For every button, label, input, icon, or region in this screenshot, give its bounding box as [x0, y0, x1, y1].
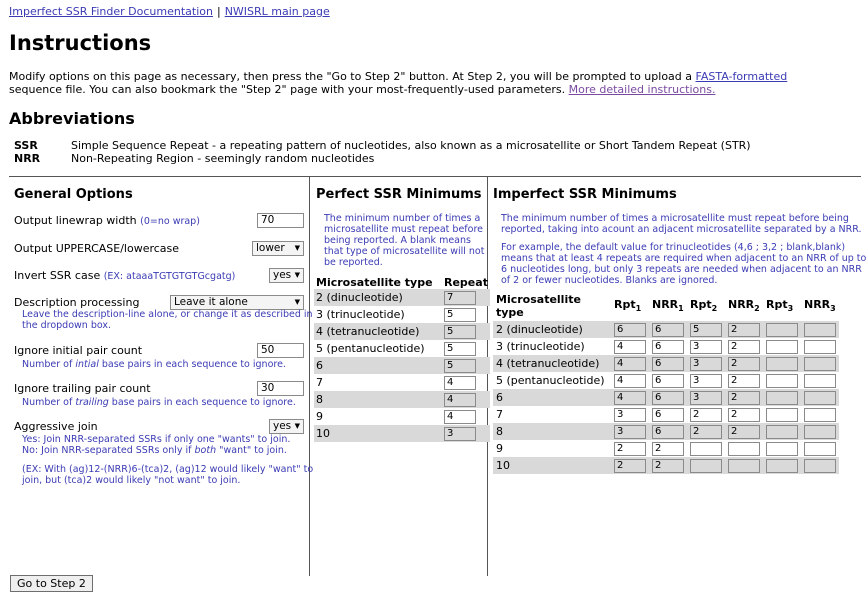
rpt1-input[interactable]: 4 — [614, 391, 646, 405]
rpt3-cell — [763, 321, 801, 338]
table-header-row — [314, 277, 490, 289]
nrr2-input[interactable]: 2 — [728, 408, 760, 422]
nrr3-input[interactable] — [804, 459, 836, 473]
microsatellite-type-cell: 7 — [316, 376, 323, 389]
col-rpt1 — [611, 293, 649, 321]
table-row — [314, 374, 490, 391]
abbr-key: SSR — [14, 139, 38, 152]
perfect-ssr-table — [314, 277, 490, 442]
fasta-link[interactable]: FASTA-formatted — [695, 70, 788, 83]
nrr3-cell — [801, 457, 839, 474]
aggressive-help — [22, 434, 290, 456]
repeat-input[interactable]: 5 — [444, 308, 476, 322]
nrr2-cell — [725, 423, 763, 440]
rpt2-input[interactable]: 3 — [690, 340, 722, 354]
nrr1-cell — [649, 440, 687, 457]
case-select-value: lower — [256, 242, 285, 254]
col-nrr2 — [725, 293, 763, 321]
microsatellite-type-cell: 6 — [314, 357, 442, 374]
table-row — [314, 408, 490, 425]
nrr3-input[interactable] — [804, 374, 836, 388]
nrr2-input[interactable]: 2 — [728, 374, 760, 388]
repeat-input[interactable]: 4 — [444, 376, 476, 390]
microsatellite-type-cell: 5 (pentanucleotide) — [316, 342, 425, 355]
col-repeat: Repeat — [444, 276, 488, 289]
nav-separator: | — [216, 5, 221, 18]
nrr1-cell — [649, 457, 687, 474]
trailing-input[interactable]: 30 — [257, 381, 304, 396]
rpt1-input[interactable]: 2 — [614, 442, 646, 456]
repeat-cell — [442, 357, 490, 374]
rpt3-cell — [763, 338, 801, 355]
microsatellite-type-cell: 3 (trinucleotide) — [496, 340, 585, 353]
nrr3-input[interactable] — [804, 425, 836, 439]
repeat-cell — [442, 408, 490, 425]
aggressive-help-text: No: Join NRR-separated SSRs only if — [22, 445, 195, 456]
nrr2-input[interactable] — [728, 442, 760, 456]
nrr1-input[interactable]: 6 — [652, 357, 684, 371]
perfect-desc-line: that type of microsatellite will not — [324, 246, 485, 257]
table-row — [314, 306, 490, 323]
nrr3-input[interactable] — [804, 442, 836, 456]
nrr3-input[interactable] — [804, 357, 836, 371]
col-sub: 3 — [830, 304, 836, 314]
repeat-input[interactable]: 7 — [444, 291, 476, 305]
rpt1-input[interactable]: 2 — [614, 459, 646, 473]
aggressive-help-text: "want" to join. — [216, 445, 287, 456]
nrr3-cell — [801, 423, 839, 440]
description-label: Description processing — [14, 296, 140, 309]
nrr1-cell — [649, 372, 687, 389]
table-row — [493, 372, 839, 389]
nrr1-cell — [649, 389, 687, 406]
repeat-cell — [442, 340, 490, 357]
col-sub: 2 — [711, 304, 718, 314]
linewrap-label — [14, 214, 200, 227]
description-select-value: Leave it alone — [174, 296, 248, 308]
rpt1-cell — [611, 423, 649, 440]
rpt2-input[interactable]: 2 — [690, 425, 722, 439]
table-row — [314, 357, 490, 374]
rpt3-input[interactable] — [766, 374, 798, 388]
rpt1-cell — [611, 321, 649, 338]
repeat-input[interactable]: 3 — [444, 427, 476, 441]
table-row — [493, 389, 839, 406]
abbreviations-list — [14, 139, 751, 165]
invert-label — [14, 269, 235, 282]
nrr3-cell — [801, 440, 839, 457]
rpt2-cell — [687, 423, 725, 440]
abbr-desc: Simple Sequence Repeat - a repeating pattern of nucleotides, also known as a microsatellite or Short Tandem Repeat (STR) — [71, 139, 751, 152]
nrr3-cell — [801, 321, 839, 338]
repeat-input[interactable]: 4 — [444, 410, 476, 424]
top-nav — [9, 5, 330, 18]
repeat-input[interactable]: 5 — [444, 342, 476, 356]
nrr1-input[interactable]: 6 — [652, 408, 684, 422]
rpt2-input[interactable] — [690, 442, 722, 456]
rpt2-cell — [687, 321, 725, 338]
rpt3-input[interactable] — [766, 459, 798, 473]
col-rpt3 — [763, 293, 801, 321]
rpt3-input[interactable] — [766, 340, 798, 354]
more-instructions-link[interactable]: More detailed instructions. — [568, 83, 716, 96]
microsatellite-type-cell: 9 — [316, 410, 323, 423]
description-help-line: the dropdown box. — [22, 320, 112, 331]
aggressive-label: Aggressive join — [14, 420, 98, 433]
intro-part1: Modify options on this page as necessary, then press the "Go to Step 2" button. At Step 2, you will be prompted to upload a — [9, 70, 696, 83]
nrr1-cell — [649, 355, 687, 372]
nrr1-cell — [649, 406, 687, 423]
microsatellite-type-cell: 5 (pentanucleotide) — [496, 374, 605, 387]
rpt3-cell — [763, 355, 801, 372]
perfect-desc-line: being reported. A blank means — [324, 235, 471, 246]
nrr3-cell — [801, 389, 839, 406]
nrr2-cell — [725, 338, 763, 355]
rpt1-cell — [611, 372, 649, 389]
abbr-ssr — [14, 139, 751, 152]
nrr3-cell — [801, 372, 839, 389]
aggressive-example-line: join, but (tca)2 would likely "not want" to join. — [22, 475, 241, 486]
repeat-input[interactable]: 5 — [444, 325, 476, 339]
microsatellite-type-cell: 7 — [496, 408, 503, 421]
table-row — [314, 340, 490, 357]
rpt3-cell — [763, 440, 801, 457]
repeat-input[interactable]: 5 — [444, 359, 476, 373]
aggressive-example — [22, 464, 313, 486]
col-microsatellite-type: Microsatellite type — [316, 276, 433, 289]
nrr2-input[interactable]: 2 — [728, 340, 760, 354]
rpt2-input[interactable]: 5 — [690, 323, 722, 337]
rpt3-cell — [763, 389, 801, 406]
microsatellite-type-cell: 8 — [314, 391, 442, 408]
linewrap-label-text: Output linewrap width — [14, 214, 137, 227]
table-row — [314, 323, 490, 340]
rpt3-input[interactable] — [766, 408, 798, 422]
microsatellite-type-cell: 2 (dinucleotide) — [314, 289, 442, 306]
table-row — [314, 425, 490, 442]
trailing-label: Ignore trailing pair count — [14, 382, 151, 395]
description-select[interactable] — [170, 295, 304, 310]
table-row — [314, 289, 490, 306]
nrr1-input[interactable]: 6 — [652, 391, 684, 405]
general-options-heading: General Options — [14, 187, 133, 202]
rpt2-cell — [687, 457, 725, 474]
rpt3-cell — [763, 372, 801, 389]
invert-select-value: yes — [273, 269, 292, 281]
rpt2-cell — [687, 355, 725, 372]
options-top-divider — [9, 176, 861, 177]
table-row — [314, 391, 490, 408]
nrr3-input[interactable] — [804, 323, 836, 337]
linewrap-input[interactable]: 70 — [257, 213, 304, 228]
aggressive-select[interactable] — [269, 419, 304, 434]
aggressive-help-no — [22, 445, 290, 456]
rpt1-cell — [611, 457, 649, 474]
col-sub: 1 — [635, 304, 642, 314]
rpt1-input[interactable]: 3 — [614, 425, 646, 439]
microsatellite-type-cell: 8 — [493, 423, 611, 440]
col-sub: 3 — [787, 304, 794, 314]
documentation-link[interactable]: Imperfect SSR Finder Documentation — [9, 5, 213, 18]
chevron-down-icon: ▼ — [294, 244, 300, 252]
nrr1-cell — [649, 321, 687, 338]
nrr2-input[interactable]: 2 — [728, 425, 760, 439]
col-nrr-text: NRR — [652, 298, 679, 312]
nrr1-input[interactable]: 6 — [652, 323, 684, 337]
linewrap-hint: (0=no wrap) — [140, 216, 200, 227]
table-row — [493, 423, 839, 440]
microsatellite-type-cell: 4 (tetranucleotide) — [493, 355, 611, 372]
repeat-cell — [442, 374, 490, 391]
initial-help-emphasis: intial — [75, 359, 99, 370]
rpt2-input[interactable]: 3 — [690, 374, 722, 388]
table-row — [493, 321, 839, 338]
nrr2-input[interactable]: 2 — [728, 391, 760, 405]
rpt2-input[interactable]: 3 — [690, 391, 722, 405]
rpt3-input[interactable] — [766, 357, 798, 371]
initial-input[interactable]: 50 — [257, 343, 304, 358]
rpt1-cell — [611, 355, 649, 372]
microsatellite-type-cell: 6 — [493, 389, 611, 406]
table-row — [493, 355, 839, 372]
microsatellite-type-cell: 10 — [314, 425, 442, 442]
invert-select[interactable] — [269, 268, 304, 283]
repeat-cell — [442, 323, 490, 340]
go-to-step-2-button[interactable]: Go to Step 2 — [10, 575, 93, 592]
page-title: Instructions — [9, 31, 152, 55]
col-nrr-text: NRR — [728, 298, 755, 312]
intro-text — [9, 70, 809, 96]
imperfect-desc-line: The minimum number of times a microsatellite must repeat before being — [501, 213, 849, 224]
perfect-ssr-description — [324, 213, 484, 268]
nrr2-cell — [725, 440, 763, 457]
microsatellite-type-cell: 10 — [493, 457, 611, 474]
rpt3-input[interactable] — [766, 391, 798, 405]
nrr1-cell — [649, 338, 687, 355]
aggressive-help-yes: Yes: Join NRR-separated SSRs if only one "wants" to join. — [22, 434, 291, 445]
rpt1-cell — [611, 338, 649, 355]
nrr1-input[interactable]: 6 — [652, 374, 684, 388]
description-help — [22, 309, 313, 331]
trailing-help — [22, 397, 296, 408]
rpt3-cell — [763, 406, 801, 423]
repeat-cell — [442, 306, 490, 323]
table-header-row — [493, 293, 839, 321]
table-row — [493, 440, 839, 457]
rpt2-cell — [687, 372, 725, 389]
rpt3-input[interactable] — [766, 323, 798, 337]
rpt1-cell — [611, 440, 649, 457]
nrr3-cell — [801, 406, 839, 423]
nwisrl-main-link[interactable]: NWISRL main page — [224, 5, 330, 18]
rpt1-input[interactable]: 4 — [614, 340, 646, 354]
trailing-help-text: base pairs in each sequence to ignore. — [108, 397, 296, 408]
nrr1-input[interactable]: 6 — [652, 340, 684, 354]
nrr3-input[interactable] — [804, 340, 836, 354]
abbr-desc: Non-Repeating Region - seemingly random nucleotides — [71, 152, 375, 165]
nrr2-cell — [725, 321, 763, 338]
imperfect-desc-line: reported, taking into acount an adjacent microsatellite separated by a NRR. — [501, 224, 862, 235]
rpt1-input[interactable]: 4 — [614, 374, 646, 388]
table-row — [493, 457, 839, 474]
repeat-cell — [442, 391, 490, 408]
nrr2-input[interactable] — [728, 459, 760, 473]
microsatellite-type-cell: 4 (tetranucleotide) — [314, 323, 442, 340]
microsatellite-type-cell: 9 — [496, 442, 503, 455]
microsatellite-type-cell: 3 (trinucleotide) — [316, 308, 405, 321]
nrr2-cell — [725, 389, 763, 406]
nrr3-input[interactable] — [804, 408, 836, 422]
col-rpt-text: Rpt — [690, 298, 712, 312]
rpt1-cell — [611, 389, 649, 406]
rpt3-input[interactable] — [766, 425, 798, 439]
rpt2-cell — [687, 389, 725, 406]
nrr2-cell — [725, 406, 763, 423]
nrr3-cell — [801, 338, 839, 355]
imperfect-ssr-table — [493, 293, 839, 474]
repeat-cell — [442, 289, 490, 306]
rpt3-cell — [763, 457, 801, 474]
initial-label: Ignore initial pair count — [14, 344, 143, 357]
imperfect-ssr-heading: Imperfect SSR Minimums — [493, 187, 677, 202]
rpt1-input[interactable]: 4 — [614, 357, 646, 371]
col-nrr3 — [801, 293, 839, 321]
rpt1-input[interactable]: 6 — [614, 323, 646, 337]
aggressive-help-emphasis: both — [194, 445, 217, 456]
perfect-desc-line: microsatellite must repeat before — [324, 224, 483, 235]
aggressive-example-line: (EX: With (ag)12-(NRR)6-(tca)2, (ag)12 would likely "want" to — [22, 464, 314, 475]
rpt2-cell — [687, 406, 725, 423]
intro-part2: sequence file. You can also bookmark the "Step 2" page with your most-frequently-used parameters. — [9, 83, 569, 96]
abbreviations-heading: Abbreviations — [9, 109, 135, 128]
perfect-desc-line: The minimum number of times a — [324, 213, 481, 224]
nrr1-input[interactable]: 2 — [652, 442, 684, 456]
imperfect-desc-line: For example, the default value for trinucleotides (4,6 ; 3,2 ; blank,blank) — [501, 242, 846, 253]
col-rpt-text: Rpt — [766, 298, 788, 312]
nrr1-input[interactable]: 6 — [652, 425, 684, 439]
case-label: Output UPPERCASE/lowercase — [14, 242, 180, 255]
description-help-line: Leave the description-line alone, or change it as described in — [22, 309, 313, 320]
chevron-down-icon: ▼ — [294, 271, 300, 279]
rpt1-input[interactable]: 3 — [614, 408, 646, 422]
col-rpt-text: Rpt — [614, 298, 636, 312]
rpt2-input[interactable]: 3 — [690, 357, 722, 371]
imperfect-ssr-description — [501, 213, 866, 286]
col-nrr-text: NRR — [804, 298, 831, 312]
perfect-ssr-heading: Perfect SSR Minimums — [316, 187, 482, 202]
options-divider-1 — [309, 176, 310, 576]
col-sub: 2 — [754, 304, 760, 314]
nrr1-input[interactable]: 2 — [652, 459, 684, 473]
abbr-nrr — [14, 152, 751, 165]
rpt2-cell — [687, 440, 725, 457]
trailing-help-text: Number of — [22, 397, 76, 408]
table-row — [493, 338, 839, 355]
invert-hint: (EX: ataaaTGTGTGTGcgatg) — [103, 271, 236, 282]
rpt2-input[interactable] — [690, 459, 722, 473]
imperfect-desc-line: means that at least 4 repeats are required when adjacent to an NRR of up to — [501, 253, 867, 264]
chevron-down-icon: ▼ — [294, 422, 300, 430]
nrr2-cell — [725, 355, 763, 372]
initial-help — [22, 359, 286, 370]
initial-help-text: base pairs in each sequence to ignore. — [98, 359, 286, 370]
table-row — [493, 406, 839, 423]
nrr3-cell — [801, 355, 839, 372]
nrr3-input[interactable] — [804, 391, 836, 405]
perfect-desc-line: be reported. — [324, 257, 383, 268]
invert-label-text: Invert SSR case — [14, 269, 101, 282]
imperfect-desc-line: 6 nucleotides long, but only 3 repeats are needed when adjacent to an NRR — [501, 264, 862, 275]
repeat-cell — [442, 425, 490, 442]
col-rpt2 — [687, 293, 725, 321]
initial-help-text: Number of — [22, 359, 76, 370]
imperfect-desc-line: of 2 or fewer nucleotides. Blanks are ignored. — [501, 275, 718, 286]
col-microsatellite-type: Microsatellite type — [496, 293, 581, 319]
case-select[interactable] — [252, 241, 304, 256]
nrr2-cell — [725, 457, 763, 474]
repeat-input[interactable]: 4 — [444, 393, 476, 407]
nrr2-input[interactable]: 2 — [728, 357, 760, 371]
rpt2-cell — [687, 338, 725, 355]
trailing-help-emphasis: trailing — [75, 397, 109, 408]
rpt3-input[interactable] — [766, 442, 798, 456]
nrr2-cell — [725, 372, 763, 389]
nrr1-cell — [649, 423, 687, 440]
rpt1-cell — [611, 406, 649, 423]
nrr2-input[interactable]: 2 — [728, 323, 760, 337]
rpt3-cell — [763, 423, 801, 440]
rpt2-input[interactable]: 2 — [690, 408, 722, 422]
chevron-down-icon: ▼ — [294, 298, 300, 306]
col-sub: 1 — [678, 304, 684, 314]
aggressive-select-value: yes — [273, 420, 292, 432]
col-nrr1 — [649, 293, 687, 321]
microsatellite-type-cell: 2 (dinucleotide) — [493, 321, 611, 338]
abbr-key: NRR — [14, 152, 41, 165]
